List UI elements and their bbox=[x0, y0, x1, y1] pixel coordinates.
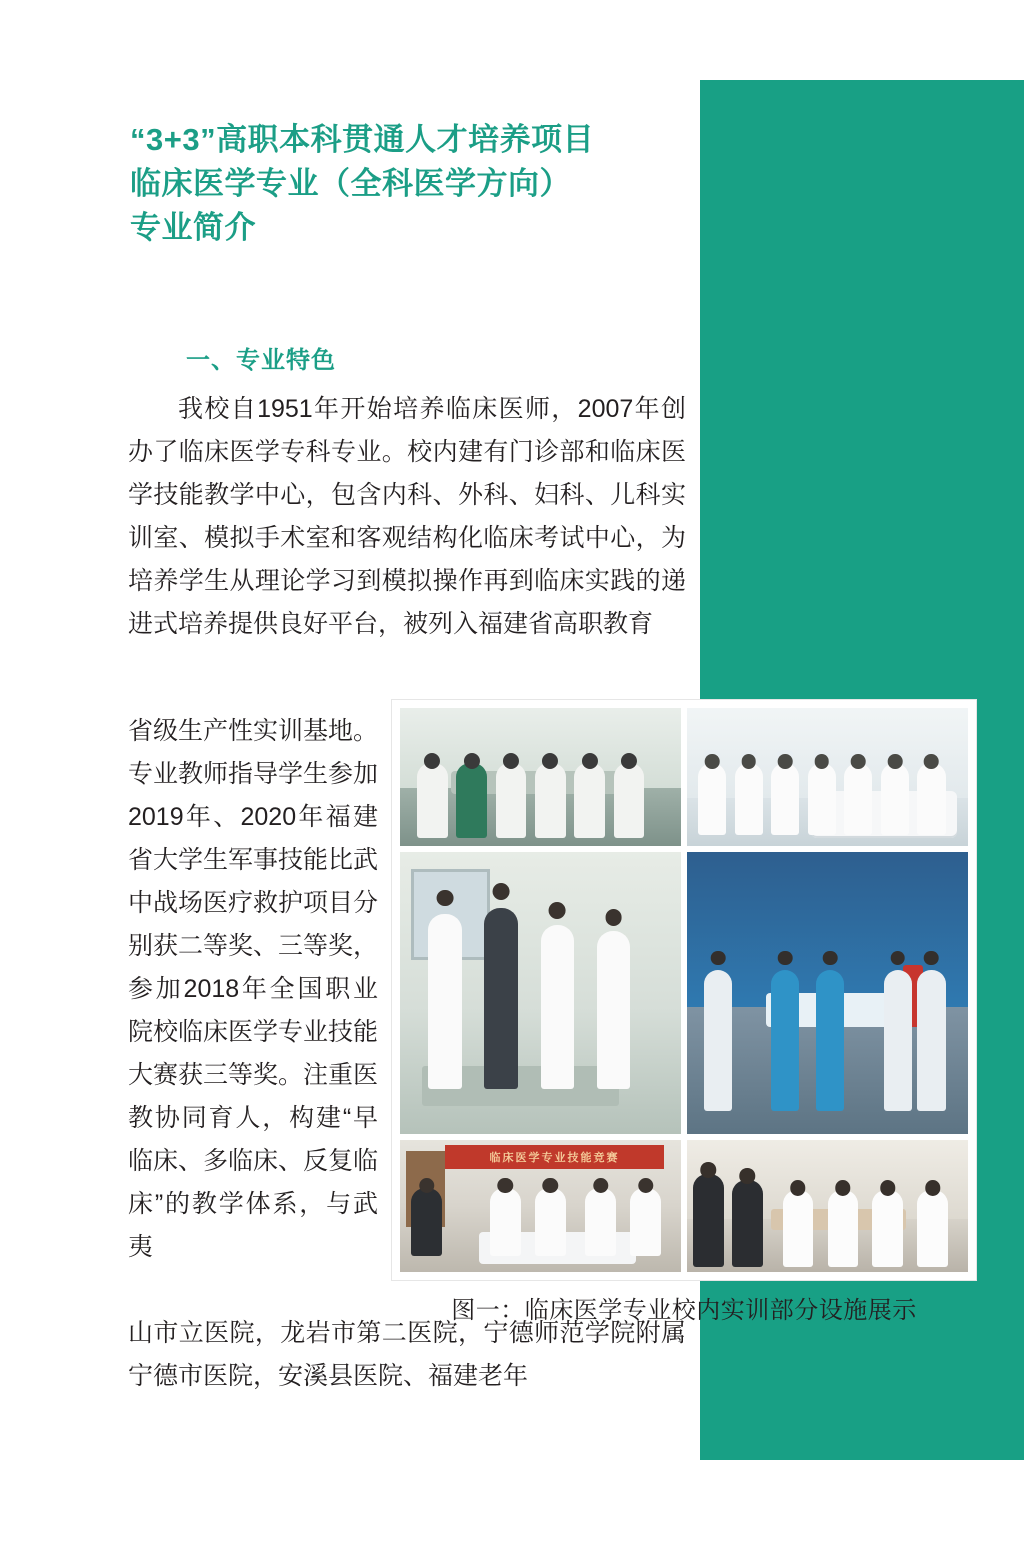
photo-students-observing-demo bbox=[687, 1140, 968, 1272]
figure-caption: 图一：临床医学专业校内实训部分设施展示 bbox=[451, 1297, 917, 1324]
photo-collage-row-3 bbox=[400, 1140, 968, 1272]
photo-collage bbox=[392, 700, 976, 1280]
photo-ward-bedside-teaching bbox=[687, 708, 968, 846]
page-title-line-2: 临床医学专业（全科医学方向） bbox=[130, 166, 571, 202]
body-paragraph-bottom-text: 山市立医院，龙岩市第二医院，宁德师范学院附属宁德市医院，安溪县医院、福建老年 bbox=[128, 1319, 686, 1390]
photo-collage-row-1 bbox=[400, 708, 968, 846]
page-title-line-1: “3+3”高职本科贯通人才培养项目 bbox=[130, 122, 595, 157]
photo-skills-lab-group bbox=[400, 708, 681, 846]
page-title bbox=[130, 118, 700, 250]
body-paragraph-top bbox=[128, 388, 686, 646]
section-heading-features: 一、专业特色 bbox=[186, 347, 336, 374]
body-paragraph-narrow-text: 省级生产性实训基地。专业教师指导学生参加2019年、2020年福建省大学生军事技能比武中战场医疗救护项目分别获二等奖、三等奖，参加2018年全国职业院校临床医学专业技能大赛获三等奖。注重医教协同育人，构建“早临床、多临床、反复临床”的教学体系，与武夷 bbox=[128, 717, 379, 1261]
photo-skills-competition-banner bbox=[400, 1140, 681, 1272]
body-paragraph-top-text: 我校自1951年开始培养临床医师，2007年创办了临床医学专科专业。校内建有门诊部和临床医学技能教学中心，包含内科、外科、妇科、儿科实训室、模拟手术室和客观结构化临床考试中心，为培养学生从理论学习到模拟操作再到临床实践的递进式培养提供良好平台，被列入福建省高职教育 bbox=[128, 395, 686, 638]
photo-simulated-operating-room bbox=[687, 852, 968, 1134]
photo-collage-row-2 bbox=[400, 852, 968, 1134]
page-title-line-3: 专业简介 bbox=[130, 210, 256, 246]
body-paragraph-narrow bbox=[128, 710, 378, 1269]
photo-banner-text: 临床医学专业技能竞赛 bbox=[489, 1152, 620, 1165]
figure-one bbox=[392, 700, 976, 1325]
photo-teaching-lab-instructor bbox=[400, 852, 681, 1134]
